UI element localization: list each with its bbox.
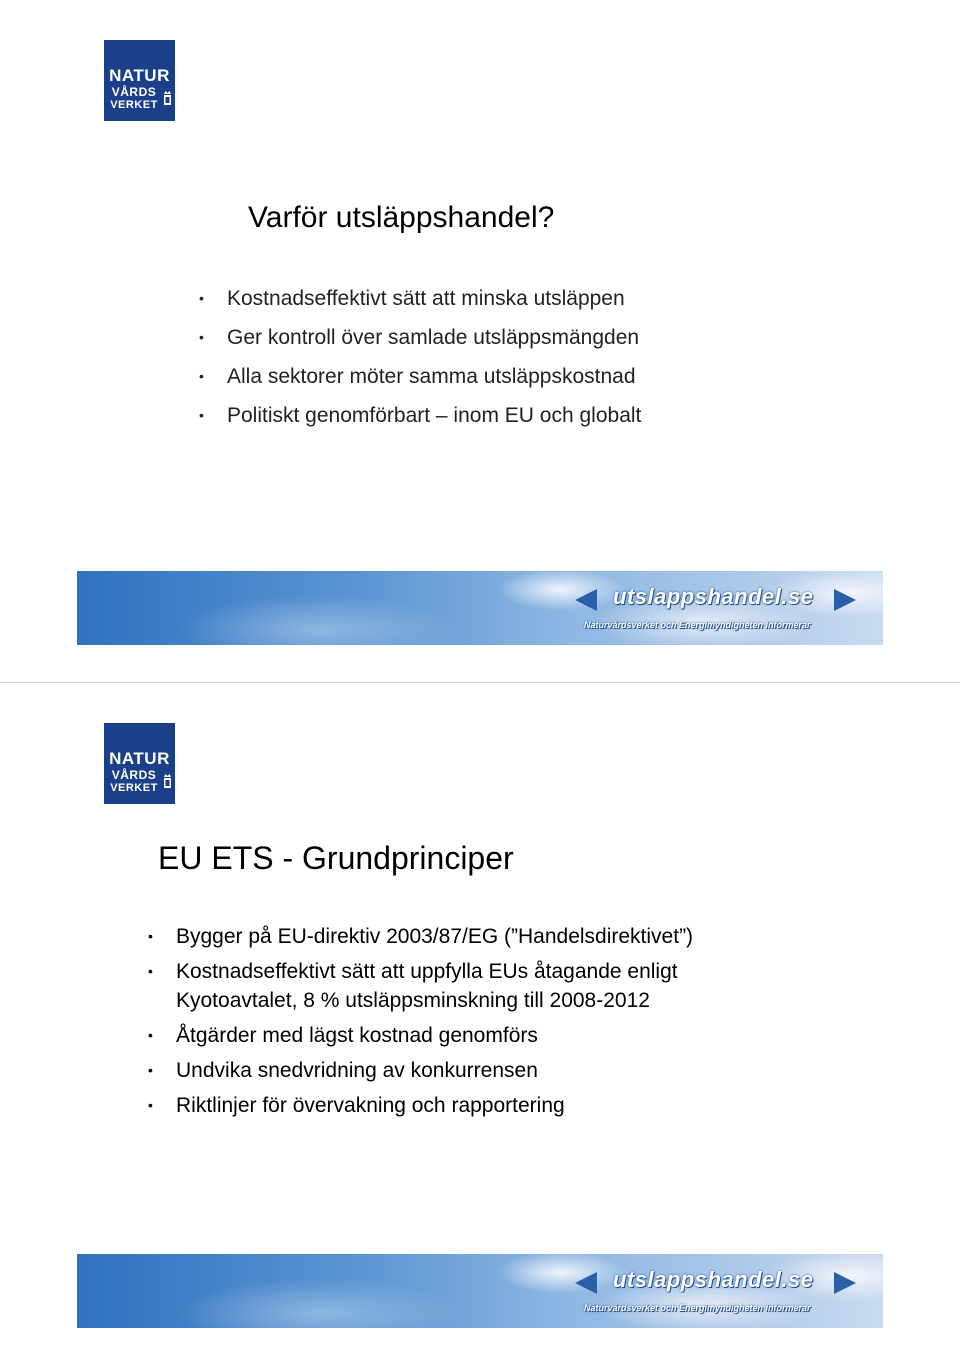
list-item <box>148 922 694 951</box>
naturvardsverket-logo <box>104 40 175 121</box>
bullet-icon: • <box>148 1097 153 1113</box>
bullet-icon: • <box>148 963 153 979</box>
logo-line-1: NATUR <box>109 749 170 768</box>
bullet-text: Kostnadseffektivt sätt att minska utsläppen <box>227 287 625 310</box>
bullet-icon: • <box>199 290 204 306</box>
bullet-icon: • <box>199 368 204 384</box>
utslappshandel-banner <box>77 1254 883 1328</box>
bullet-text: Politiskt genomförbart – inom EU och globalt <box>227 404 642 427</box>
bullet-text: Riktlinjer för övervakning och rapportering <box>176 1094 565 1117</box>
bullet-text: Undvika snedvridning av konkurrensen <box>176 1059 538 1082</box>
logo-line-2: VÅRDS <box>111 85 157 99</box>
bullet-text: Bygger på EU-direktiv 2003/87/EG (”Handelsdirektivet”) <box>176 925 694 948</box>
bullet-list <box>148 922 694 1126</box>
bullet-text: Ger kontroll över samlade utsläppsmängden <box>227 326 640 349</box>
bullet-icon: • <box>199 329 204 345</box>
arrow-right-icon <box>834 1272 856 1294</box>
banner-site-name: utslappshandel.se <box>613 584 814 609</box>
bullet-text-continuation: Kyotoavtalet, 8 % utsläppsminskning till 2008-2012 <box>176 989 650 1012</box>
banner-tagline: Naturvårdsverket och Energimyndigheten informerar <box>584 1303 811 1313</box>
list-item <box>148 957 693 1015</box>
logo-line-2: VÅRDS <box>111 768 157 782</box>
list-item <box>148 1091 693 1120</box>
list-item <box>199 402 642 441</box>
arrow-left-icon <box>575 1272 597 1294</box>
bullet-icon: • <box>148 1062 153 1078</box>
bullet-text: Alla sektorer möter samma utsläppskostnad <box>227 365 636 388</box>
logo-line-3: VERKET <box>110 782 158 794</box>
logo-line-1: NATUR <box>109 66 170 85</box>
bullet-text: Kostnadseffektivt sätt att uppfylla EUs åtagande enligt <box>176 960 678 983</box>
list-item <box>148 1056 693 1085</box>
bullet-icon: • <box>148 1027 153 1043</box>
bullet-list <box>199 285 642 441</box>
list-item <box>199 363 641 402</box>
slide-title: EU ETS - Grundprinciper <box>158 840 514 876</box>
banner-tagline: Naturvårdsverket och Energimyndigheten informerar <box>584 620 811 630</box>
list-item <box>199 285 641 324</box>
bullet-icon: • <box>199 407 204 423</box>
slide-1 <box>0 0 960 682</box>
slide-title: Varför utsläppshandel? <box>248 201 555 234</box>
list-item <box>148 1021 693 1050</box>
bullet-icon: • <box>148 928 153 944</box>
arrow-left-icon <box>575 589 597 611</box>
banner-site-name: utslappshandel.se <box>613 1267 814 1292</box>
logo-line-3: VERKET <box>110 99 158 111</box>
crown-emblem-icon <box>163 773 172 789</box>
crown-emblem-icon <box>163 90 172 106</box>
bullet-text: Åtgärder med lägst kostnad genomförs <box>176 1024 538 1047</box>
arrow-right-icon <box>834 589 856 611</box>
utslappshandel-banner <box>77 571 883 645</box>
slide-2 <box>0 683 960 1367</box>
list-item <box>199 324 641 363</box>
naturvardsverket-logo <box>104 723 175 804</box>
